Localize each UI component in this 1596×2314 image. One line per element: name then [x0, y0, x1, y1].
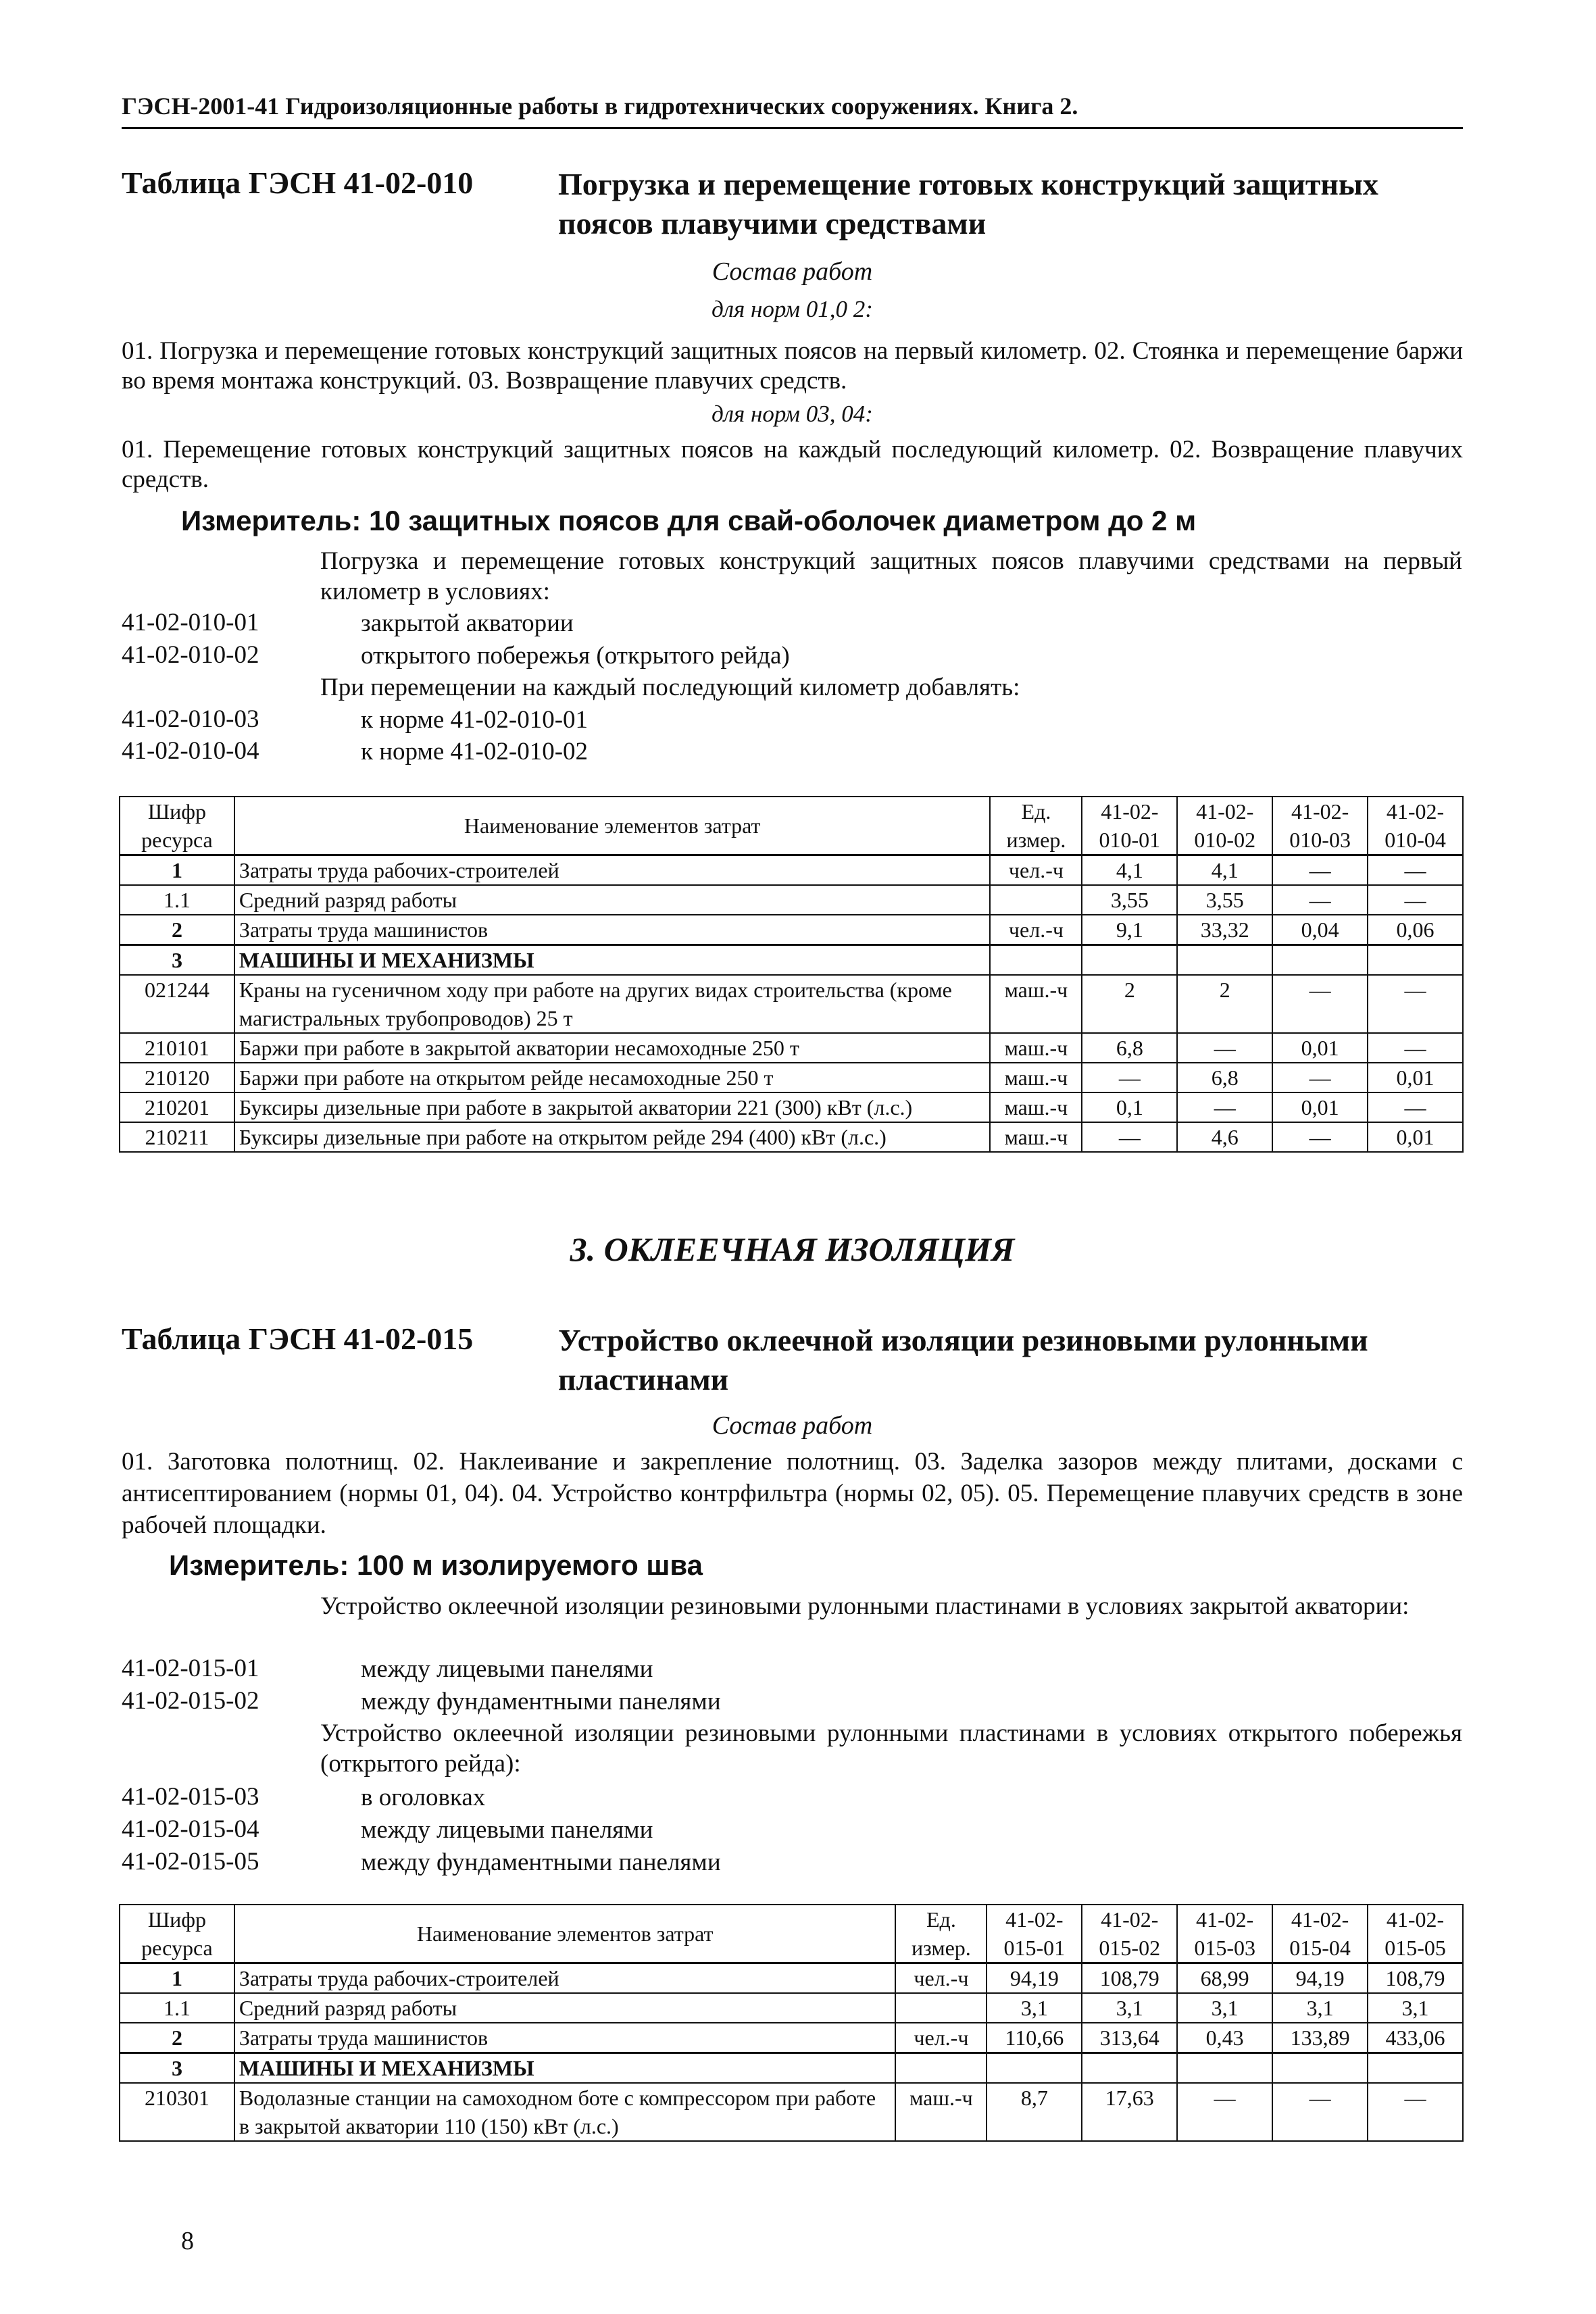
row-value: — — [1177, 2083, 1272, 2141]
row-value — [1082, 945, 1177, 976]
row-value: 0,04 — [1272, 915, 1368, 945]
row-value: 0,01 — [1368, 1063, 1463, 1092]
row-unit: чел.-ч — [895, 2023, 987, 2053]
row-code: 210201 — [120, 1092, 234, 1122]
table-row — [120, 1993, 1463, 2023]
row-value: — — [1082, 1063, 1177, 1092]
norm-code: 41-02-010-01 — [122, 609, 259, 636]
row-value: — — [1368, 2083, 1463, 2141]
section-title: 3. ОКЛЕЕЧНАЯ ИЗОЛЯЦИЯ — [570, 1230, 1015, 1268]
row-name: Краны на гусеничном ходу при работе на других видах строительства (кроме магистральных трубопроводов) 25 т — [234, 975, 991, 1033]
row-unit: чел.-ч — [990, 915, 1082, 945]
row-value — [987, 2053, 1082, 2084]
table-row-section — [120, 2053, 1463, 2084]
row-unit: чел.-ч — [990, 855, 1082, 886]
row-name: Баржи при работе в закрытой акватории несамоходные 250 т — [234, 1033, 991, 1063]
table1-composition-heading: Состав работ — [712, 257, 873, 286]
norm-text: закрытой акватории — [361, 609, 574, 637]
row-value: — — [1177, 1033, 1272, 1063]
table1-resources — [119, 796, 1464, 1153]
header-rule — [122, 127, 1463, 129]
row-name: Средний разряд работы — [234, 1993, 896, 2023]
table-row — [120, 855, 1463, 886]
row-value: — — [1272, 975, 1368, 1033]
col-header-code: Шифр ресурса — [120, 1905, 234, 1963]
row-code: 021244 — [120, 975, 234, 1033]
row-value: 133,89 — [1272, 2023, 1368, 2053]
row-name: МАШИНЫ И МЕХАНИЗМЫ — [234, 945, 991, 976]
col-header-code: Шифр ресурса — [120, 797, 234, 855]
table2-intro-b: Устройство оклеечной изоляции резиновыми рулонными пластинами в условиях открытого побережья (открытого рейда): — [320, 1719, 1462, 1778]
table-row — [120, 975, 1463, 1033]
row-value: 3,1 — [1177, 1993, 1272, 2023]
norm-code: 41-02-010-03 — [122, 705, 259, 733]
row-value: 4,1 — [1177, 855, 1272, 886]
row-value: 6,8 — [1082, 1033, 1177, 1063]
table1-additional-intro: При перемещении на каждый последующий километр добавлять: — [320, 674, 1020, 701]
row-unit — [990, 885, 1082, 915]
norm-text: между лицевыми панелями — [361, 1816, 653, 1844]
row-value: 3,1 — [1082, 1993, 1177, 2023]
col-header-norm: 41-02- 015-01 — [987, 1905, 1082, 1963]
row-code: 1.1 — [120, 1993, 234, 2023]
table-row — [120, 915, 1463, 945]
table-row — [120, 1063, 1463, 1092]
row-code: 210120 — [120, 1063, 234, 1092]
running-header: ГЭСН-2001-41 Гидроизоляционные работы в гидротехнических сооружениях. Книга 2. — [122, 93, 1078, 120]
row-value: 2 — [1082, 975, 1177, 1033]
row-unit: маш.-ч — [990, 975, 1082, 1033]
row-unit: чел.-ч — [895, 1963, 987, 1994]
row-value: 9,1 — [1082, 915, 1177, 945]
row-value: 0,01 — [1272, 1092, 1368, 1122]
row-value — [1272, 2053, 1368, 2084]
row-name: Затраты труда машинистов — [234, 2023, 896, 2053]
row-value: — — [1272, 2083, 1368, 2141]
row-unit: маш.-ч — [990, 1092, 1082, 1122]
row-value: 433,06 — [1368, 2023, 1463, 2053]
table2-resources — [119, 1904, 1464, 2142]
row-value: 4,6 — [1177, 1122, 1272, 1152]
norm-code: 41-02-010-02 — [122, 641, 259, 669]
table-row — [120, 885, 1463, 915]
col-header-norm: 41-02- 015-05 — [1368, 1905, 1463, 1963]
row-code: 1 — [120, 1963, 234, 1994]
row-name: Буксиры дизельные при работе на открытом рейде 294 (400) кВт (л.с.) — [234, 1122, 991, 1152]
row-name: МАШИНЫ И МЕХАНИЗМЫ — [234, 2053, 896, 2084]
col-header-name: Наименование элементов затрат — [234, 1905, 896, 1963]
row-value — [1272, 945, 1368, 976]
row-value — [1368, 2053, 1463, 2084]
row-code: 1 — [120, 855, 234, 886]
norm-code: 41-02-015-03 — [122, 1783, 259, 1811]
norm-text: к норме 41-02-010-02 — [361, 738, 589, 765]
row-unit — [895, 2053, 987, 2084]
norm-text: открытого побережья (открытого рейда) — [361, 642, 790, 670]
row-value — [1368, 945, 1463, 976]
table1-measure: Измеритель: 10 защитных поясов для свай-оболочек диаметром до 2 м — [181, 505, 1197, 536]
row-code: 210101 — [120, 1033, 234, 1063]
table2-measure: Измеритель: 100 м изолируемого шва — [169, 1549, 703, 1581]
row-code: 3 — [120, 2053, 234, 2084]
row-code: 1.1 — [120, 885, 234, 915]
row-value: 6,8 — [1177, 1063, 1272, 1092]
col-header-name: Наименование элементов затрат — [234, 797, 991, 855]
row-value: 0,01 — [1272, 1033, 1368, 1063]
row-value: — — [1082, 1122, 1177, 1152]
norm-code: 41-02-015-01 — [122, 1655, 259, 1682]
row-value: 3,55 — [1082, 885, 1177, 915]
norm-text: между фундаментными панелями — [361, 1848, 721, 1876]
row-name: Затраты труда машинистов — [234, 915, 991, 945]
row-name: Затраты труда рабочих-строителей — [234, 1963, 896, 1994]
norm-text: в оголовках — [361, 1784, 486, 1811]
norm-text: к норме 41-02-010-01 — [361, 706, 589, 734]
row-unit: маш.-ч — [895, 2083, 987, 2141]
table2-works: 01. Заготовка полотнищ. 02. Наклеивание и закрепление полотнищ. 03. Заделка зазоров между плитами, досками с антисептированием (нормы 01, 04). 04. Устройство контрфильтра (нормы 02, 05). 05. Перемещение плавучих средств в зоне рабочей площадки. — [122, 1448, 1463, 1539]
table-row — [120, 2083, 1463, 2141]
row-code: 210301 — [120, 2083, 234, 2141]
table2-title: Устройство оклеечной изоляции резиновыми рулонными пластинами — [558, 1323, 1368, 1397]
table1-intro: Погрузка и перемещение готовых конструкций защитных поясов плавучими средствами на первый километр в условиях: — [320, 547, 1462, 605]
table1-for-norms-b: для норм 03, 04: — [712, 401, 873, 427]
row-name: Средний разряд работы — [234, 885, 991, 915]
table2-intro-a: Устройство оклеечной изоляции резиновыми рулонными пластинами в условиях закрытой акватории: — [320, 1592, 1410, 1620]
row-value: 94,19 — [987, 1963, 1082, 1994]
row-value: — — [1368, 1033, 1463, 1063]
row-unit: маш.-ч — [990, 1122, 1082, 1152]
row-value: 17,63 — [1082, 2083, 1177, 2141]
col-header-norm: 41-02- 015-04 — [1272, 1905, 1368, 1963]
row-name: Затраты труда рабочих-строителей — [234, 855, 991, 886]
table1-title: Погрузка и перемещение готовых конструкций защитных поясов плавучими средствами — [558, 167, 1378, 241]
row-value: 313,64 — [1082, 2023, 1177, 2053]
row-value: — — [1368, 885, 1463, 915]
norm-code: 41-02-015-04 — [122, 1815, 259, 1843]
row-name: Баржи при работе на открытом рейде несамоходные 250 т — [234, 1063, 991, 1092]
row-value — [1177, 945, 1272, 976]
col-header-norm: 41-02- 010-01 — [1082, 797, 1177, 855]
row-value — [1082, 2053, 1177, 2084]
table1-works-b: 01. Перемещение готовых конструкций защитных поясов на каждый последующий километр. 02. Возвращение плавучих средств. — [122, 436, 1463, 493]
row-value: 8,7 — [987, 2083, 1082, 2141]
row-value: 3,1 — [1368, 1993, 1463, 2023]
norm-code: 41-02-010-04 — [122, 737, 259, 765]
row-value: 0,01 — [1368, 1122, 1463, 1152]
col-header-norm: 41-02- 015-02 — [1082, 1905, 1177, 1963]
row-name: Водолазные станции на самоходном боте с компрессором при работе в закрытой акватории 110 (150) кВт (л.с.) — [234, 2083, 896, 2141]
row-value: 108,79 — [1082, 1963, 1177, 1994]
table-row — [120, 1963, 1463, 1994]
table1-label: Таблица ГЭСН 41-02-010 — [122, 166, 474, 200]
row-value: — — [1272, 855, 1368, 886]
row-value: 33,32 — [1177, 915, 1272, 945]
table-header-row — [120, 797, 1463, 855]
row-code: 3 — [120, 945, 234, 976]
table-row-section — [120, 945, 1463, 976]
row-value: — — [1368, 855, 1463, 886]
col-header-norm: 41-02- 010-04 — [1368, 797, 1463, 855]
row-value: 108,79 — [1368, 1963, 1463, 1994]
row-value: 94,19 — [1272, 1963, 1368, 1994]
row-name: Буксиры дизельные при работе в закрытой акватории 221 (300) кВт (л.с.) — [234, 1092, 991, 1122]
page-number: 8 — [181, 2227, 194, 2255]
table-row — [120, 1122, 1463, 1152]
table-row — [120, 1092, 1463, 1122]
row-code: 2 — [120, 915, 234, 945]
row-value: 2 — [1177, 975, 1272, 1033]
row-value: 4,1 — [1082, 855, 1177, 886]
norm-code: 41-02-015-05 — [122, 1848, 259, 1876]
row-value: — — [1177, 1092, 1272, 1122]
row-value: 110,66 — [987, 2023, 1082, 2053]
row-unit: маш.-ч — [990, 1033, 1082, 1063]
row-value: 0,43 — [1177, 2023, 1272, 2053]
table2-composition-heading: Состав работ — [712, 1411, 873, 1440]
norm-code: 41-02-015-02 — [122, 1687, 259, 1715]
row-value: — — [1272, 1122, 1368, 1152]
row-code: 2 — [120, 2023, 234, 2053]
col-header-unit: Ед. измер. — [895, 1905, 987, 1963]
col-header-norm: 41-02- 015-03 — [1177, 1905, 1272, 1963]
table-row — [120, 2023, 1463, 2053]
row-value: 68,99 — [1177, 1963, 1272, 1994]
row-value: 3,1 — [987, 1993, 1082, 2023]
row-value: 3,55 — [1177, 885, 1272, 915]
row-unit — [895, 1993, 987, 2023]
table1-works-a: 01. Погрузка и перемещение готовых конструкций защитных поясов на первый километр. 02. Стоянка и перемещение баржи во время монтажа конструкций. 03. Возвращение плавучих средств. — [122, 337, 1463, 395]
table-row — [120, 1033, 1463, 1063]
row-value: — — [1368, 1092, 1463, 1122]
table2-label: Таблица ГЭСН 41-02-015 — [122, 1322, 474, 1356]
row-value: — — [1368, 975, 1463, 1033]
col-header-norm: 41-02- 010-02 — [1177, 797, 1272, 855]
norm-text: между лицевыми панелями — [361, 1655, 653, 1683]
row-value: — — [1272, 1063, 1368, 1092]
table-header-row — [120, 1905, 1463, 1963]
row-value: 0,06 — [1368, 915, 1463, 945]
row-value — [1177, 2053, 1272, 2084]
col-header-norm: 41-02- 010-03 — [1272, 797, 1368, 855]
row-unit — [990, 945, 1082, 976]
row-value: — — [1272, 885, 1368, 915]
row-value: 3,1 — [1272, 1993, 1368, 2023]
norm-text: между фундаментными панелями — [361, 1688, 721, 1715]
table1-for-norms-a: для норм 01,0 2: — [712, 296, 873, 322]
row-code: 210211 — [120, 1122, 234, 1152]
row-unit: маш.-ч — [990, 1063, 1082, 1092]
col-header-unit: Ед. измер. — [990, 797, 1082, 855]
row-value: 0,1 — [1082, 1092, 1177, 1122]
